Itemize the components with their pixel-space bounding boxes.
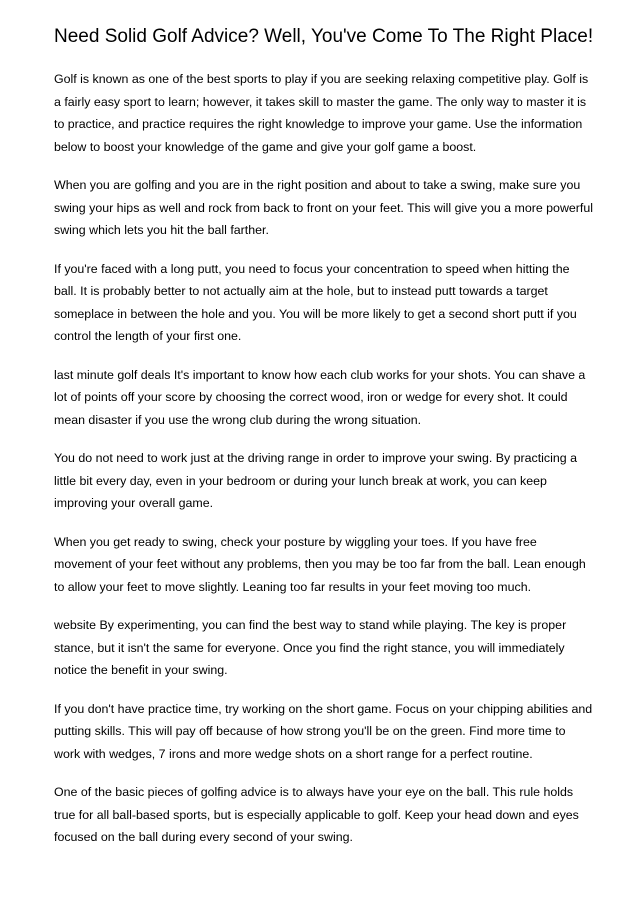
document-page (54, 26, 594, 865)
paragraph-posture: When you get ready to swing, check your posture by wiggling your toes. If you have free movement of your feet without any problems, then you may be too far from the ball. Lean enough to allow your feet to move slightly. Leaning too far results in your feet moving too much. (54, 534, 586, 594)
paragraph-swing-hips: When you are golfing and you are in the right position and about to take a swing, make sure you swing your hips as well and rock from back to front on your feet. This will give you a more powerful swing which lets you hit the ball farther. (54, 178, 594, 237)
paragraph-eye-on-ball: One of the basic pieces of golfing advice is to always have your eye on the ball. This rule holds true for all ball-based sports, but is especially applicable to golf. Keep your head down and eyes focused on the ball during every second of your swing. (54, 785, 579, 844)
paragraph-long-putt: If you're faced with a long putt, you need to focus your concentration to speed when hitting the ball. It is probably better to not actually aim at the hole, but to instead putt towards a target someplace in between the hole and you. You will be more likely to get a second short putt if you control the length of your first one. (54, 261, 577, 343)
paragraph-intro: Golf is known as one of the best sports to play if you are seeking relaxing competitive play. Golf is a fairly easy sport to learn; however, it takes skill to master the game. The only way to master it is to practice, and practice requires the right knowledge to improve your game. Use the information below to boost your knowledge of the game and give your golf game a boost. (54, 72, 589, 154)
document-title: Need Solid Golf Advice? Well, You've Come To The Right Place! (54, 26, 594, 47)
paragraph-short-game: If you don't have practice time, try working on the short game. Focus on your chipping abilities and putting skills. This will pay off because of how strong you'll be on the green. Find more time to work with wedges, 7 irons and more wedge shots on a short range for a perfect routine. (54, 701, 593, 761)
paragraph-club-choice: last minute golf deals It's important to know how each club works for your shots. You can shave a lot of points off your score by choosing the correct wood, iron or wedge for every shot. It could mean disaster if you use the wrong club during the wrong situation. (54, 367, 586, 427)
paragraph-practice-swing: You do not need to work just at the driving range in order to improve your swing. By practicing a little bit every day, even in your bedroom or during your lunch break at work, you can keep improving your overall game. (54, 451, 577, 510)
paragraph-stance: website By experimenting, you can find the best way to stand while playing. The key is proper stance, but it isn't the same for everyone. Once you find the right stance, you will immediately notice the benefit in your swing. (54, 618, 567, 677)
